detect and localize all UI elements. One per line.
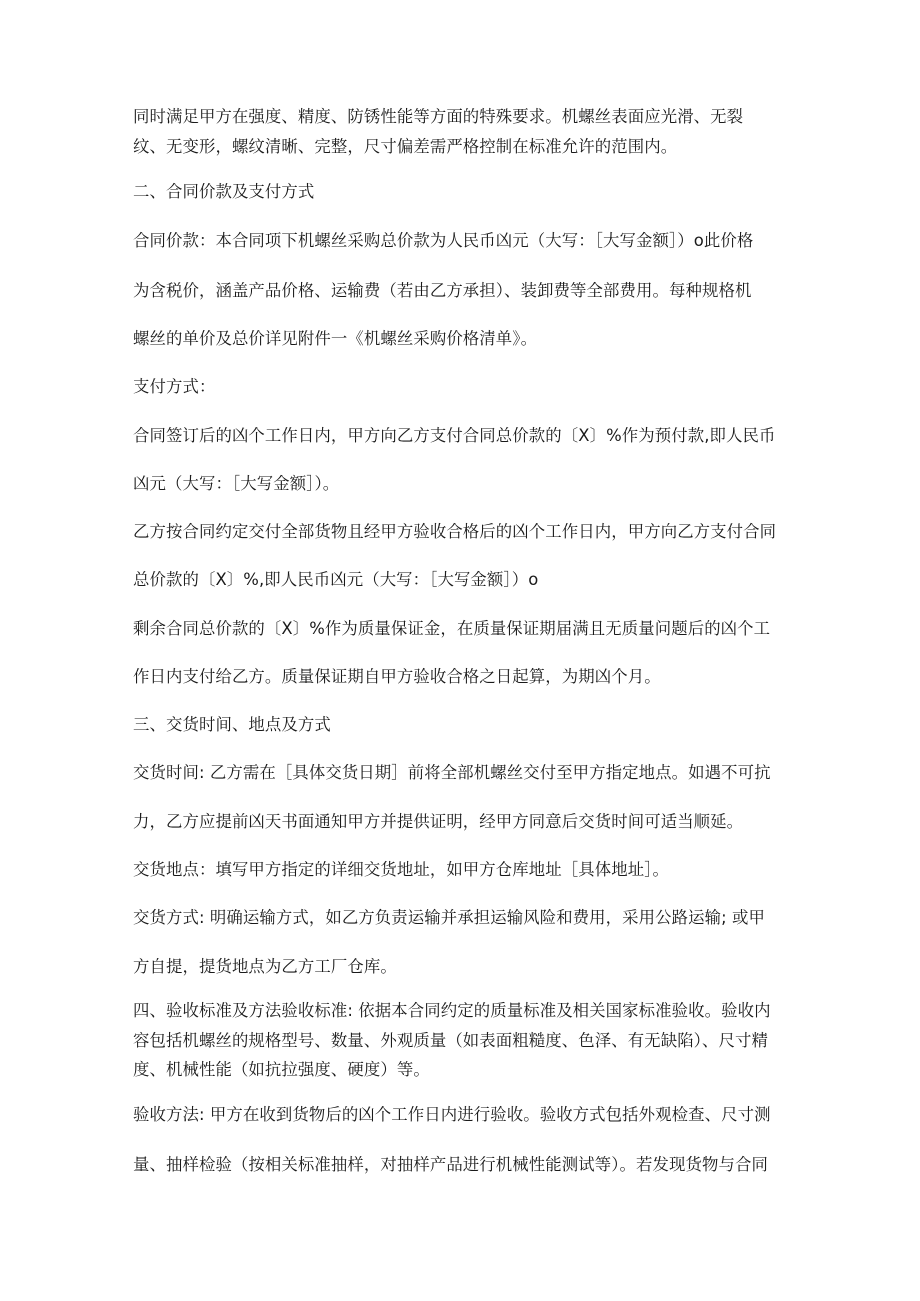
text-line: 螺丝的单价及总价详见附件一《机螺丝采购价格清单》。 xyxy=(133,329,538,348)
text-line: 合同价款：本合同项下机螺丝采购总价款为人民币凶元（大写：［大写金额］）o此价格 xyxy=(133,231,754,250)
text-line: 交货地点：填写甲方指定的详细交货地址，如甲方仓库地址［具体地址］。 xyxy=(133,860,669,879)
section-heading: 二、合同价款及支付方式 xyxy=(133,182,315,201)
text-line: 交货时间: 乙方需在［具体交货日期］前将全部机螺丝交付至甲方指定地点。如遇不可抗 xyxy=(133,763,771,782)
text-line: 交货方式: 明确运输方式，如乙方负责运输并承担运输风险和费用，采用公路运输; 或甲 xyxy=(133,908,766,927)
text-line: 支付方式： xyxy=(133,377,216,396)
text-line: 验收方法: 甲方在收到货物后的凶个工作日内进行验收。验收方式包括外观检查、尺寸测 xyxy=(133,1105,771,1124)
text-line: 容包括机螺丝的规格型号、数量、外观质量（如表面粗糙度、色泽、有无缺陷）、尺寸精 xyxy=(133,1031,768,1050)
text-line: 方自提，提货地点为乙方工厂仓库。 xyxy=(133,957,397,976)
text-line: 乙方按合同约定交付全部货物且经甲方验收合格后的凶个工作日内，甲方向乙方支付合同 xyxy=(133,522,777,541)
section-heading: 三、交货时间、地点及方式 xyxy=(133,715,331,734)
text-line: 为含税价，涵盖产品价格、运输费（若由乙方承担）、装卸费等全部费用。每种规格机 xyxy=(133,281,752,300)
section-heading: 四、验收标准及方法验收标准: 依据本合同约定的质量标准及相关国家标准验收。验收内 xyxy=(133,1001,771,1020)
text-line: 量、抽样检验（按相关标准抽样，对抽样产品进行机械性能测试等）。若发现货物与合同 xyxy=(133,1155,768,1174)
text-line: 凶元（大写：［大写金额］）。 xyxy=(133,474,340,493)
text-line: 度、机械性能（如抗拉强度、硬度）等。 xyxy=(133,1060,430,1079)
text-line: 作日内支付给乙方。质量保证期自甲方验收合格之日起算，为期凶个月。 xyxy=(133,667,661,686)
text-line: 剩余合同总价款的〔X〕%作为质量保证金，在质量保证期届满且无质量问题后的凶个工 xyxy=(133,619,771,638)
text-line: 纹、无变形，螺纹清晰、完整，尺寸偏差需严格控制在标准允许的范围内。 xyxy=(133,137,678,156)
text-line: 同时满足甲方在强度、精度、防锈性能等方面的特殊要求。机螺丝表面应光滑、无裂 xyxy=(133,107,744,126)
text-line: 总价款的〔X〕%,即人民币凶元（大写：［大写金额］）o xyxy=(133,570,539,589)
text-line: 力，乙方应提前凶天书面通知甲方并提供证明，经甲方同意后交货时间可适当顺延。 xyxy=(133,812,744,831)
text-line: 合同签订后的凶个工作日内，甲方向乙方支付合同总价款的〔X〕%作为预付款,即人民币 xyxy=(133,426,776,445)
